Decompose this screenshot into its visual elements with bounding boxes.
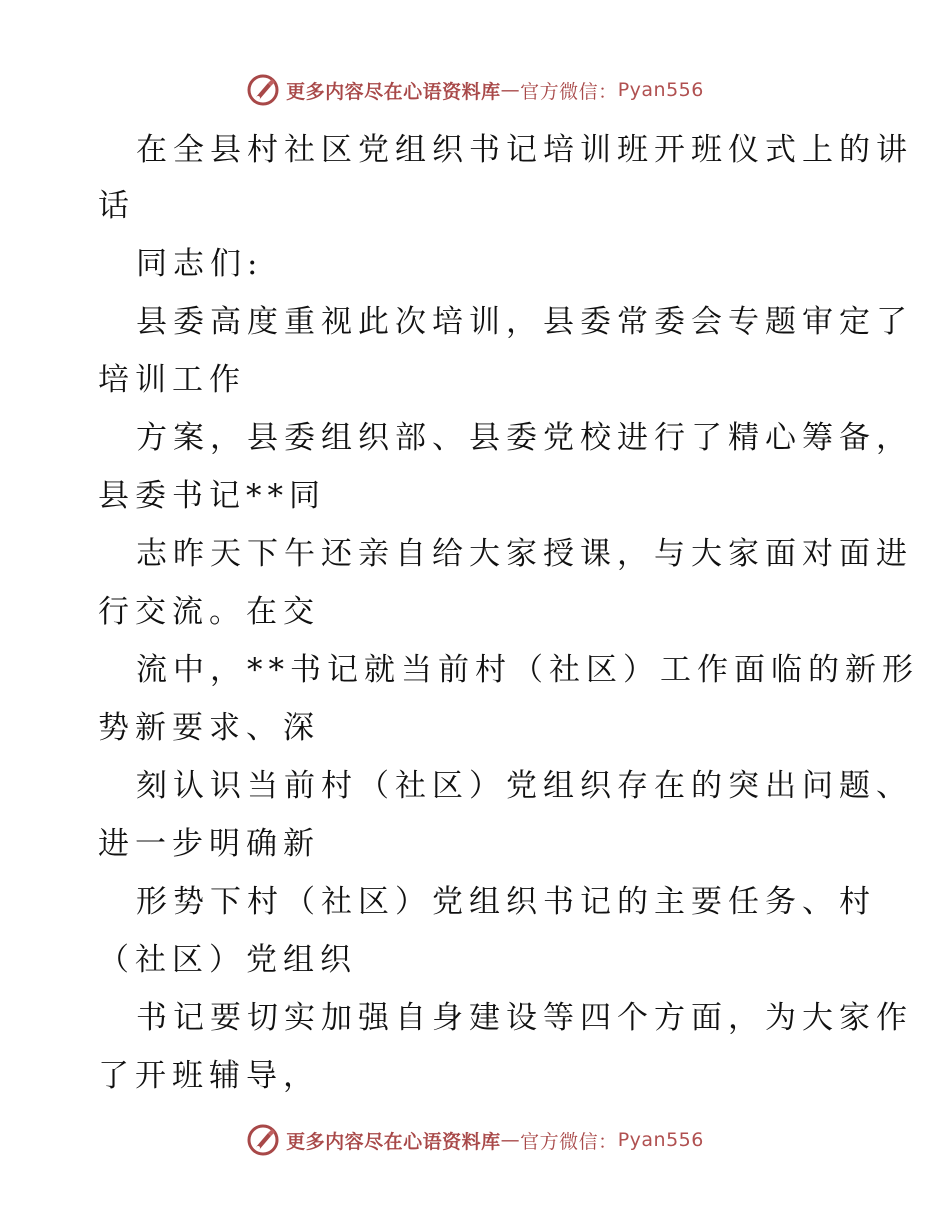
banner-site-text: 更多内容尽在心语资料库 bbox=[286, 80, 501, 103]
banner-handle: Pyan556 bbox=[617, 79, 704, 101]
footer-watermark-banner bbox=[0, 1120, 950, 1160]
banner-site-text: 更多内容尽在心语资料库 bbox=[286, 1130, 501, 1153]
paragraph-line: 县委高度重视此次培训，县委常委会专题审定了 bbox=[136, 304, 913, 340]
paragraph-line: 刻认识当前村（社区）党组织存在的突出问题、 bbox=[136, 768, 913, 804]
paragraph-line: 势新要求、深 bbox=[98, 710, 320, 746]
paragraph-line: （社区）党组织 bbox=[98, 942, 357, 978]
banner-official-label: 官方微信： bbox=[520, 1130, 618, 1153]
banner-dash: — bbox=[500, 79, 521, 101]
paragraph-line: 志昨天下午还亲自给大家授课，与大家面对面进 bbox=[136, 536, 913, 572]
document-title-line-2: 话 bbox=[98, 188, 135, 224]
banner-official-label: 官方微信： bbox=[520, 80, 618, 103]
salutation-line: 同志们: bbox=[136, 246, 264, 282]
banner-text bbox=[286, 77, 704, 104]
banner-handle: Pyan556 bbox=[617, 1129, 704, 1151]
paragraph-line: 书记要切实加强自身建设等四个方面，为大家作 bbox=[136, 1000, 913, 1036]
paragraph-line: 流中，**书记就当前村（社区）工作面临的新形 bbox=[136, 652, 919, 688]
pen-nib-circle-icon bbox=[246, 73, 280, 107]
document-title-line-1: 在全县村社区党组织书记培训班开班仪式上的讲 bbox=[136, 132, 913, 168]
banner-text bbox=[286, 1127, 704, 1154]
paragraph-line: 培训工作 bbox=[98, 362, 246, 398]
paragraph-line: 进一步明确新 bbox=[98, 826, 320, 862]
paragraph-line: 形势下村（社区）党组织书记的主要任务、村 bbox=[136, 884, 876, 920]
pen-nib-circle-icon bbox=[246, 1123, 280, 1157]
paragraph-line: 行交流。在交 bbox=[98, 594, 320, 630]
paragraph-line: 方案，县委组织部、县委党校进行了精心筹备， bbox=[136, 420, 913, 456]
header-watermark-banner bbox=[0, 70, 950, 110]
banner-dash: — bbox=[500, 1129, 521, 1151]
paragraph-line: 了开班辅导， bbox=[98, 1058, 320, 1094]
paragraph-line: 县委书记**同 bbox=[98, 478, 326, 514]
